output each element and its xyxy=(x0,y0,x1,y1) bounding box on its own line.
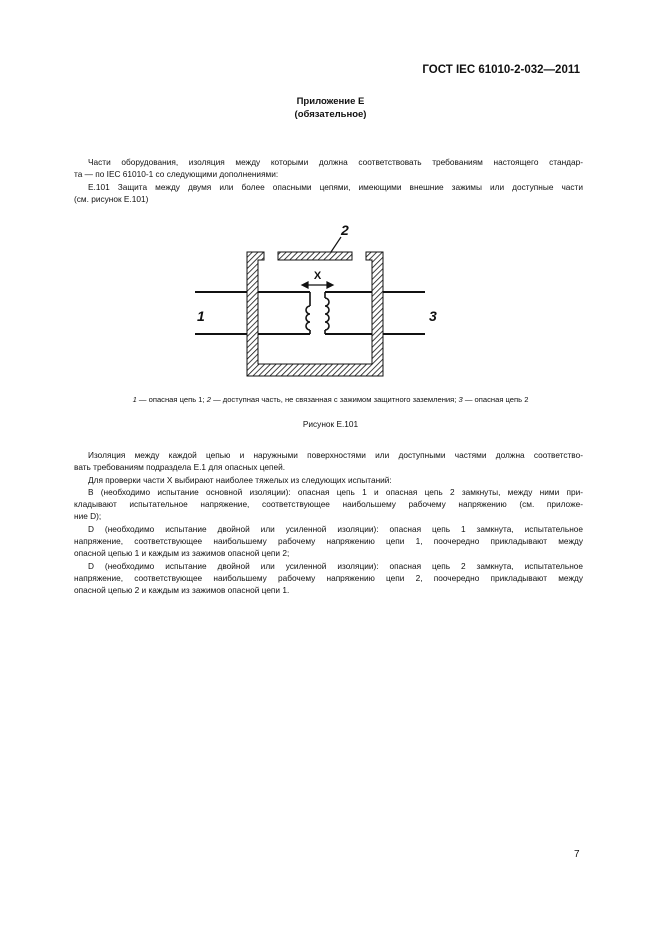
body-line: опасной цепью 1 и каждым из зажимов опасной цепи 2; xyxy=(74,548,290,559)
intro-line: Части оборудования, изоляция между которыми должна соответствовать требованиям настоящего стандар- xyxy=(88,157,583,167)
body-line: ние D); xyxy=(74,511,102,522)
label-2: 2 xyxy=(341,222,349,238)
body-text xyxy=(74,449,583,597)
label-x: X xyxy=(313,270,322,282)
x-dimension-arrow xyxy=(302,282,333,288)
body-line: D (необходимо испытание двойной или усиленной изоляции): опасная цепь 2 замкнута, испытательное xyxy=(88,560,583,571)
legend-n1: 1 xyxy=(132,395,137,404)
figure-title: Рисунок Е.101 xyxy=(302,419,359,429)
body-line: напряжение, соответствующее наибольшему рабочему напряжению цепи 2, поочередно прикладывают между xyxy=(74,572,583,583)
body-line: D (необходимо испытание двойной или усиленной изоляции): опасная цепь 1 замкнута, испытательное xyxy=(88,523,583,534)
annex-title: Приложение E xyxy=(296,96,365,107)
body-line: опасной цепью 2 и каждым из зажимов опасной цепи 1. xyxy=(74,585,290,596)
legend-t3: — опасная цепь 2 xyxy=(462,395,529,404)
clause-line: (см. рисунок Е.101) xyxy=(74,193,149,204)
label-2-leader xyxy=(331,237,341,252)
clause-line: Е.101 Защита между двумя или более опасными цепями, имеющими внешние зажимы или доступные части xyxy=(88,181,583,192)
body-line: кладывают испытательное напряжение, соответствующее наибольшему рабочему напряжению (см. приложе- xyxy=(74,499,583,510)
transformer-coils xyxy=(306,292,329,334)
label-1: 1 xyxy=(197,308,205,324)
accessible-part-2 xyxy=(278,252,352,260)
figure-legend xyxy=(0,395,661,404)
figure-e101-diagram xyxy=(180,222,480,382)
body-line: Изоляция между каждой цепью и наружными поверхностями или доступными частями должна соответство- xyxy=(88,450,583,460)
label-3: 3 xyxy=(429,308,437,324)
body-line: вать требованиям подраздела Е.1 для опасных цепей. xyxy=(74,462,286,473)
body-line: В (необходимо испытание основной изоляции): опасная цепь 1 и опасная цепь 2 замкнуты, между ними при- xyxy=(88,486,583,497)
body-line: Для проверки части X выбирают наиболее тяжелых из следующих испытаний: xyxy=(88,474,392,485)
legend-t1: — опасная цепь 1; xyxy=(136,395,207,404)
legend-t2: — доступная часть, не связанная с зажимом защитного заземления; xyxy=(210,395,459,404)
page-number: 7 xyxy=(574,849,580,860)
standard-designation: ГОСТ IEC 61010-2-032—2011 xyxy=(422,64,580,76)
annex-subtitle: (обязательное) xyxy=(294,109,367,120)
legend-n2: 2 xyxy=(206,395,211,404)
intro-line: та — по IEC 61010-1 со следующими дополнениями: xyxy=(74,169,279,180)
legend-n3: 3 xyxy=(458,395,463,404)
intro-paragraph xyxy=(74,156,583,205)
body-line: напряжение, соответствующее наибольшему рабочему напряжению цепи 1, поочередно прикладывают между xyxy=(74,536,583,547)
